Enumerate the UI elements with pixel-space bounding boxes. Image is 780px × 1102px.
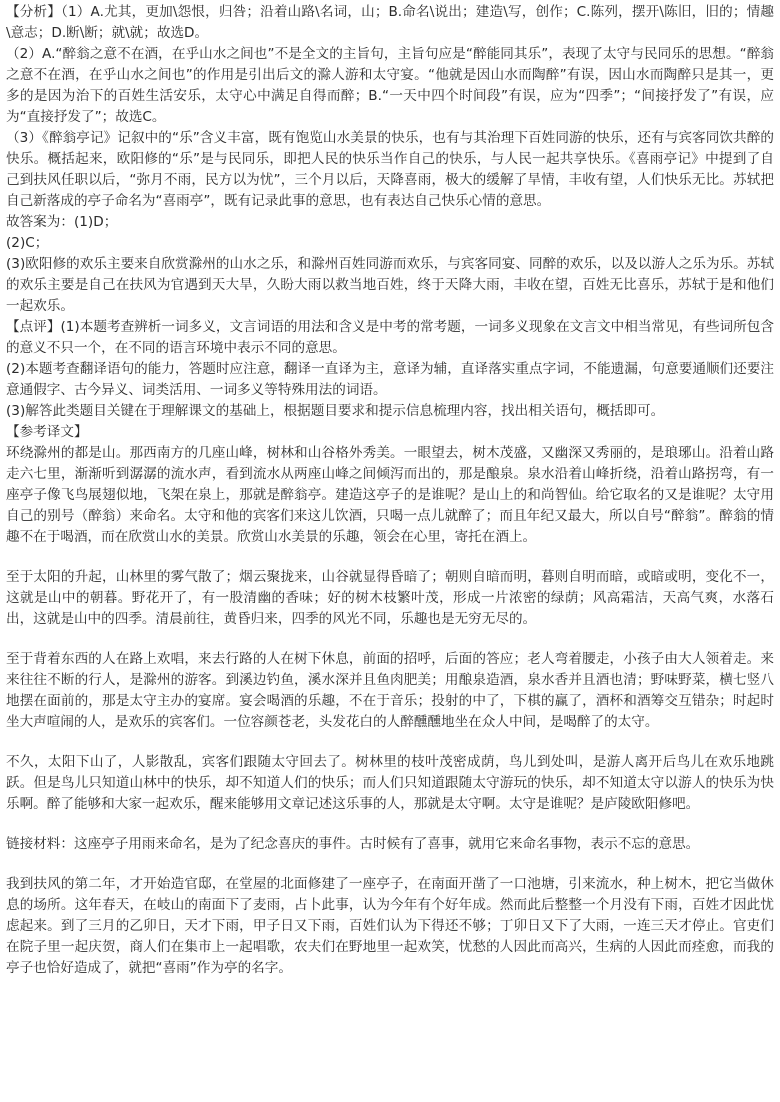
answer-line-2: (2)C；: [6, 235, 49, 251]
analysis-paragraph-1: 【分析】（1）A.尤其，更加\怨恨，归咎；沿着山路\名词，山；B.命名\说出；建造\写，创作；C.陈列，摆开\陈旧，旧的；情趣\意志；D.断\断；就\就；故选D。: [6, 4, 774, 41]
translation-paragraph-3: 至于背着东西的人在路上欢唱，来去行路的人在树下休息，前面的招呼，后面的答应；老人弯着腰走，小孩子由大人领着走。来来往往不断的行人，是滁州的游客。到溪边钓鱼，溪水深并且鱼肉肥美；用酿泉造酒，泉水香并且酒也清；野味野菜，横七竖八地摆在面前的，那是太守主办的宴席。宴会喝酒的乐趣，不在于音乐；投射的中了，下棋的赢了，酒杯和酒筹交互错杂；时起时坐大声喧闹的人，是欢乐的宾客们。一位容颜苍老，头发花白的人醉醺醺地坐在众人中间，是喝醉了的太守。: [6, 651, 774, 730]
analysis-paragraph-3: （3）《醉翁亭记》记叙中的“乐”含义丰富，既有饱览山水美景的快乐，也有与其治理下百姓同游的快乐，还有与宾客同饮共醉的快乐。概括起来，欧阳修的“乐”是与民同乐，即把人民的快乐当作自己的快乐，与人民一起共享快乐。《喜雨亭记》中提到了自己到扶风任职以后，“弥月不雨，民方以为忧”，三个月以后，天降喜雨，极大的缓解了旱情，丰收有望，人们快乐无比。苏轼把自己新落成的亭子命名为“喜雨亭”，既有记录此事的意思，也有表达自己快乐心情的意思。: [6, 130, 774, 209]
translation-heading: 【参考译文】: [6, 424, 88, 440]
comment-paragraph-3: (3)解答此类题目关键在于理解课文的基础上，根据题目要求和提示信息梳理内容，找出相关语句，概括即可。: [6, 403, 665, 419]
comment-paragraph-1: 【点评】(1)本题考查辨析一词多义，文言词语的用法和含义是中考的常考题，一词多义现象在文言文中相当常见，有些词所包含的意义不只一个，在不同的语言环境中表示不同的意思。: [6, 319, 774, 356]
analysis-paragraph-2: （2）A.“醉翁之意不在酒，在乎山水之间也”不是全文的主旨句，主旨句应是“醉能同其乐”，表现了太守与民同乐的思想。“醉翁之意不在酒，在乎山水之间也”的作用是引出后文的滁人游和太守宴。“他就是因山水而陶醉”有误，因山水而陶醉只是其一，更多的是因为治下的百姓生活安乐，太守心中满足自得而醉；B.“一天中四个时间段”有误，应为“四季”；“间接抒发了”有误，应为“直接抒发了”；故选C。: [6, 46, 774, 125]
answer-line-3: (3)欧阳修的欢乐主要来自欣赏滁州的山水之乐，和滁州百姓同游而欢乐，与宾客同宴、同醉的欢乐，以及以游人之乐为乐。苏轼的欢乐主要是自己在扶风为官遇到天大旱，久盼大雨以救当地百姓，终于天降大雨，丰收在望，百姓无比喜乐，苏轼于是和他们一起欢乐。: [6, 256, 774, 314]
comment-paragraph-2: (2)本题考查翻译语句的能力，答题时应注意，翻译一直译为主，意译为辅，直译落实重点字词，不能遗漏，句意要通顺们还要注意通假字、古今异义、词类活用、一词多义等特殊用法的词语。: [6, 361, 774, 398]
translation-paragraph-4: 不久，太阳下山了，人影散乱，宾客们跟随太守回去了。树林里的枝叶茂密成荫，鸟儿到处叫，是游人离开后鸟儿在欢乐地跳跃。但是鸟儿只知道山林中的快乐，却不知道人们的快乐；而人们只知道跟随太守游玩的快乐，却不知道太守以游人的快乐为快乐啊。醉了能够和大家一起欢乐，醒来能够用文章记述这乐事的人，那就是太守啊。太守是谁呢？是庐陵欧阳修吧。: [6, 754, 774, 812]
linked-material-intro: 链接材料：这座亭子用雨来命名，是为了纪念喜庆的事件。古时候有了喜事，就用它来命名事物，表示不忘的意思。: [6, 836, 700, 852]
translation-paragraph-1: 环绕滁州的都是山。那西南方的几座山峰，树林和山谷格外秀美。一眼望去，树木茂盛，又幽深又秀丽的，是琅琊山。沿着山路走六七里，渐渐听到潺潺的流水声，看到流水从两座山峰之间倾泻而出的，那是酿泉。泉水沿着山峰折绕，沿着山路拐弯，有一座亭子像飞鸟展翅似地，飞架在泉上，那就是醉翁亭。建造这亭子的是谁呢？是山上的和尚智仙。给它取名的又是谁呢？太守用自己的别号（醉翁）来命名。太守和他的宾客们来这儿饮酒，只喝一点儿就醉了；而且年纪又最大，所以自号“醉翁”。醉翁的情趣不在于喝酒，而在欣赏山水的美景。欣赏山水美景的乐趣，领会在心里，寄托在酒上。: [6, 445, 774, 545]
linked-material-paragraph: 我到扶风的第二年，才开始造官邸，在堂屋的北面修建了一座亭子，在南面开凿了一口池塘，引来流水，种上树木，把它当做休息的场所。这年春天，在岐山的南面下了麦雨，占卜此事，认为今年有个好年成。然而此后整整一个月没有下雨，百姓才因此忧虑起来。到了三月的乙卯日，天才下雨，甲子日又下雨，百姓们认为下得还不够；丁卯日又下了大雨，一连三天才停止。官吏们在院子里一起庆贺，商人们在集市上一起唱歌，农夫们在野地里一起欢笑，忧愁的人因此而高兴，生病的人因此而痊愈，而我的亭子也恰好造成了，就把“喜雨”作为亭的名字。: [6, 876, 774, 976]
answer-line-1: 故答案为：(1)D；: [6, 214, 118, 230]
translation-paragraph-2: 至于太阳的升起，山林里的雾气散了；烟云聚拢来，山谷就显得昏暗了；朝则自暗而明，暮则自明而暗，或暗或明，变化不一，这就是山中的朝暮。野花开了，有一股清幽的香味；好的树木枝繁叶茂，形成一片浓密的绿荫；风高霜洁，天高气爽，水落石出，这就是山中的四季。清晨前往，黄昏归来，四季的风光不同，乐趣也是无穷无尽的。: [6, 569, 774, 627]
